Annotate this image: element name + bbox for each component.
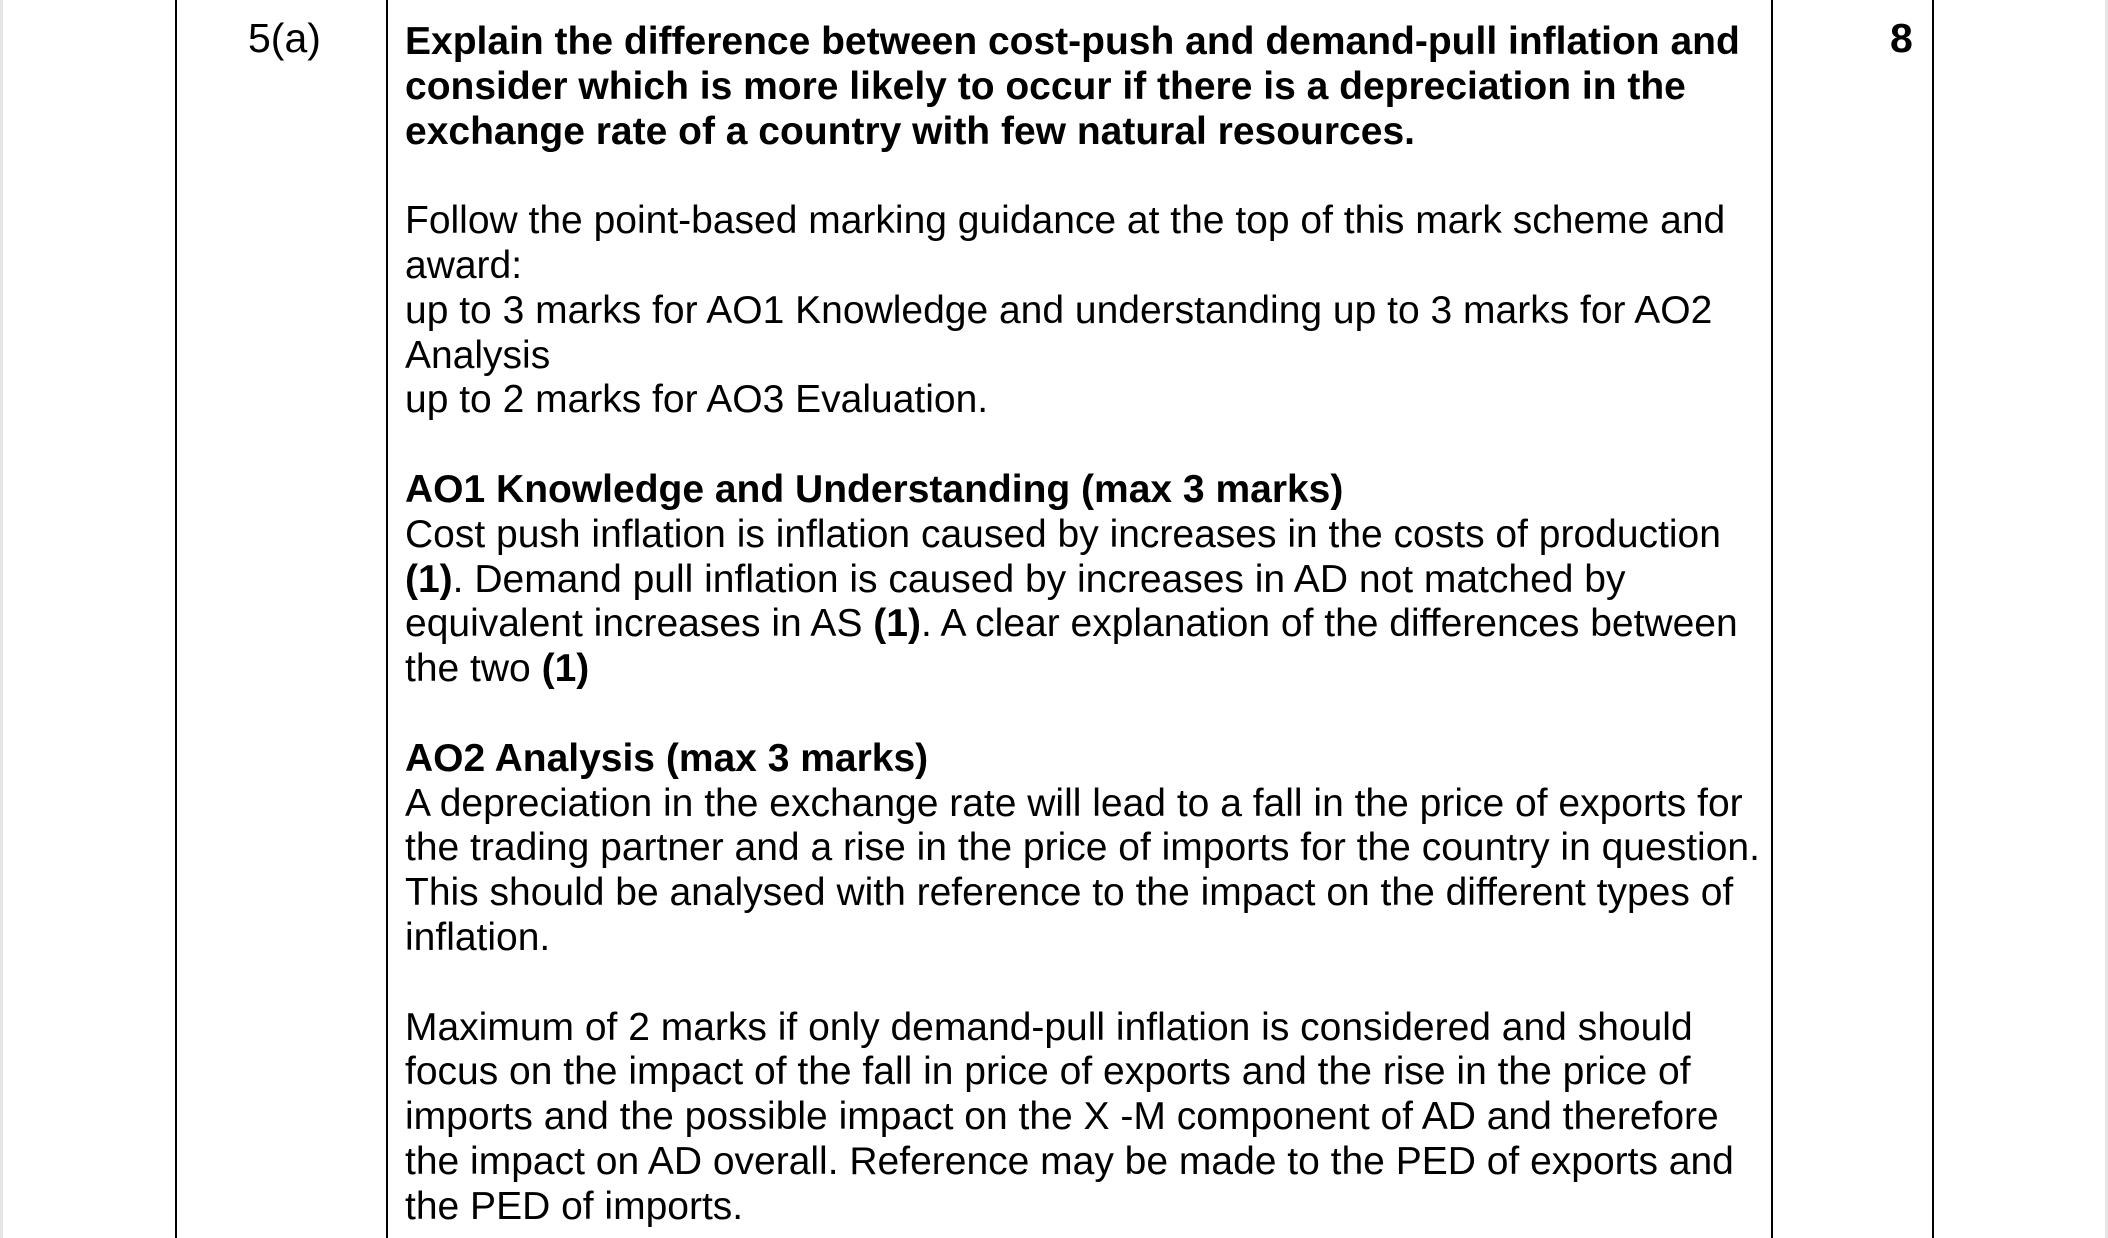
question-number: 5(a) — [248, 15, 321, 61]
ao2-note: Maximum of 2 marks if only demand-pull inflation is considered and should focus on the impact of the fall in price of exports and the rise in the price of imports and the possible impact on the X -M component of AD and therefore the impact on AD overall. Reference may be made to the PED of exports and the PED of imports. — [405, 1005, 1734, 1228]
table-border-answer-column — [1771, 0, 1773, 1238]
ao1-text-part2: . Demand pull inflation is caused by increases in AD not matched by equivalent increases in AS — [405, 557, 1626, 646]
guidance-line-ao3: up to 2 marks for AO3 Evaluation. — [405, 378, 989, 422]
mark-scheme-answer — [405, 20, 1761, 1230]
ao2-text: A depreciation in the exchange rate will lead to a fall in the price of exports for the trading partner and a rise in the price of imports for the country in question. This should be analysed with reference to the impact on the different types of inflation. — [405, 781, 1760, 959]
guidance-intro: Follow the point-based marking guidance at the top of this mark scheme and award: — [405, 199, 1726, 287]
question-marks: 8 — [1890, 15, 1913, 61]
ao1-mark3: (1) — [541, 647, 590, 691]
table-border-question-column — [386, 0, 388, 1238]
ao1-text-part3: . A clear explanation of the differences between the two — [405, 602, 1738, 691]
ao1-text-part1: Cost push inflation is inflation caused by increases in the costs of production — [405, 512, 1721, 556]
ao1-heading: AO1 Knowledge and Understanding (max 3 marks) — [405, 467, 1344, 511]
ao1-mark1: (1) — [405, 557, 453, 601]
table-border-right — [1932, 0, 1934, 1238]
question-prompt: Explain the difference between cost-push and demand-pull inflation and consider which is more likely to occur if there is a depreciation in the exchange rate of a country with few natural resources. — [405, 20, 1740, 153]
guidance-line-ao1-ao2: up to 3 marks for AO1 Knowledge and understanding up to 3 marks for AO2 Analysis — [405, 288, 1713, 377]
ao1-mark2: (1) — [873, 602, 921, 646]
ao2-heading: AO2 Analysis (max 3 marks) — [405, 736, 929, 780]
page-edge-left — [0, 0, 3, 1238]
ao1-text — [405, 513, 1761, 692]
table-border-left — [175, 0, 177, 1238]
